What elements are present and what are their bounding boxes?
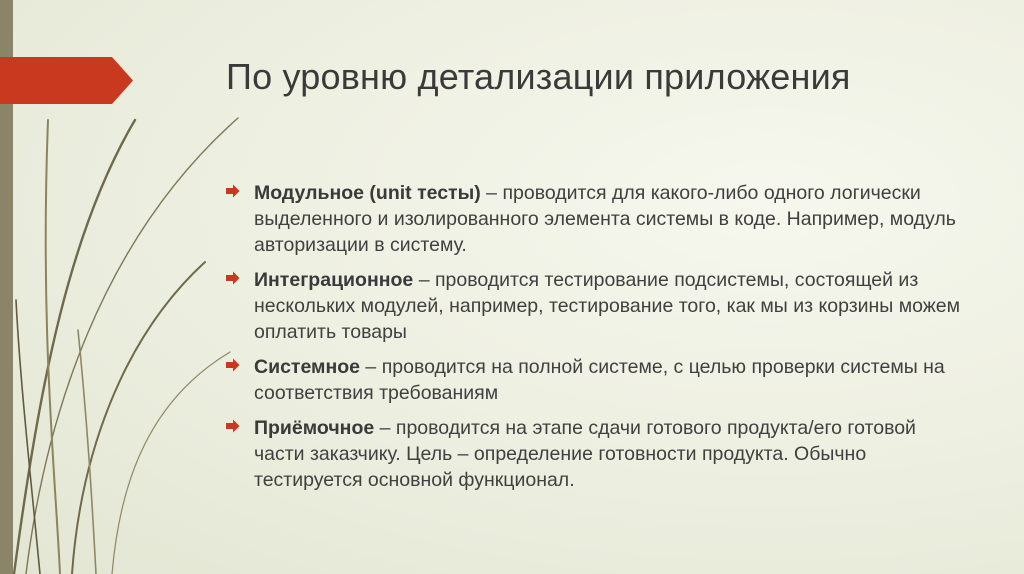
bullet-term: Интеграционное: [254, 269, 414, 291]
list-item: [226, 354, 966, 406]
list-item: [226, 180, 966, 258]
bullet-term: Модульное (unit тесты): [254, 182, 481, 204]
list-item: [226, 267, 966, 345]
bullet-term: Системное: [254, 356, 361, 378]
slide-title: По уровню детализации приложения: [226, 56, 851, 97]
arrow-bullet-icon: [226, 271, 240, 285]
bullet-term: Приёмочное: [254, 417, 375, 439]
arrow-bullet-icon: [226, 419, 240, 433]
title-arrow-shape: [0, 57, 133, 104]
bullet-text: – проводится на этапе сдачи готового продукта/его готовой части заказчику. Цель – определение готовности продукта. Обычно тестируется основной функционал.: [254, 417, 916, 491]
bullet-list: [226, 180, 966, 502]
arrow-bullet-icon: [226, 358, 240, 372]
bullet-text: – проводится на полной системе, с целью проверки системы на соответствия требованиям: [254, 356, 945, 404]
arrow-bullet-icon: [226, 184, 240, 198]
bullet-text: – проводится тестирование подсистемы, состоящей из нескольких модулей, например, тестирование того, как мы из корзины можем оплатить товары: [254, 269, 961, 343]
list-item: [226, 415, 966, 493]
bullet-text: – проводится для какого-либо одного логически выделенного и изолированного элемента системы в коде. Например, модуль авторизации в систему.: [254, 182, 956, 256]
